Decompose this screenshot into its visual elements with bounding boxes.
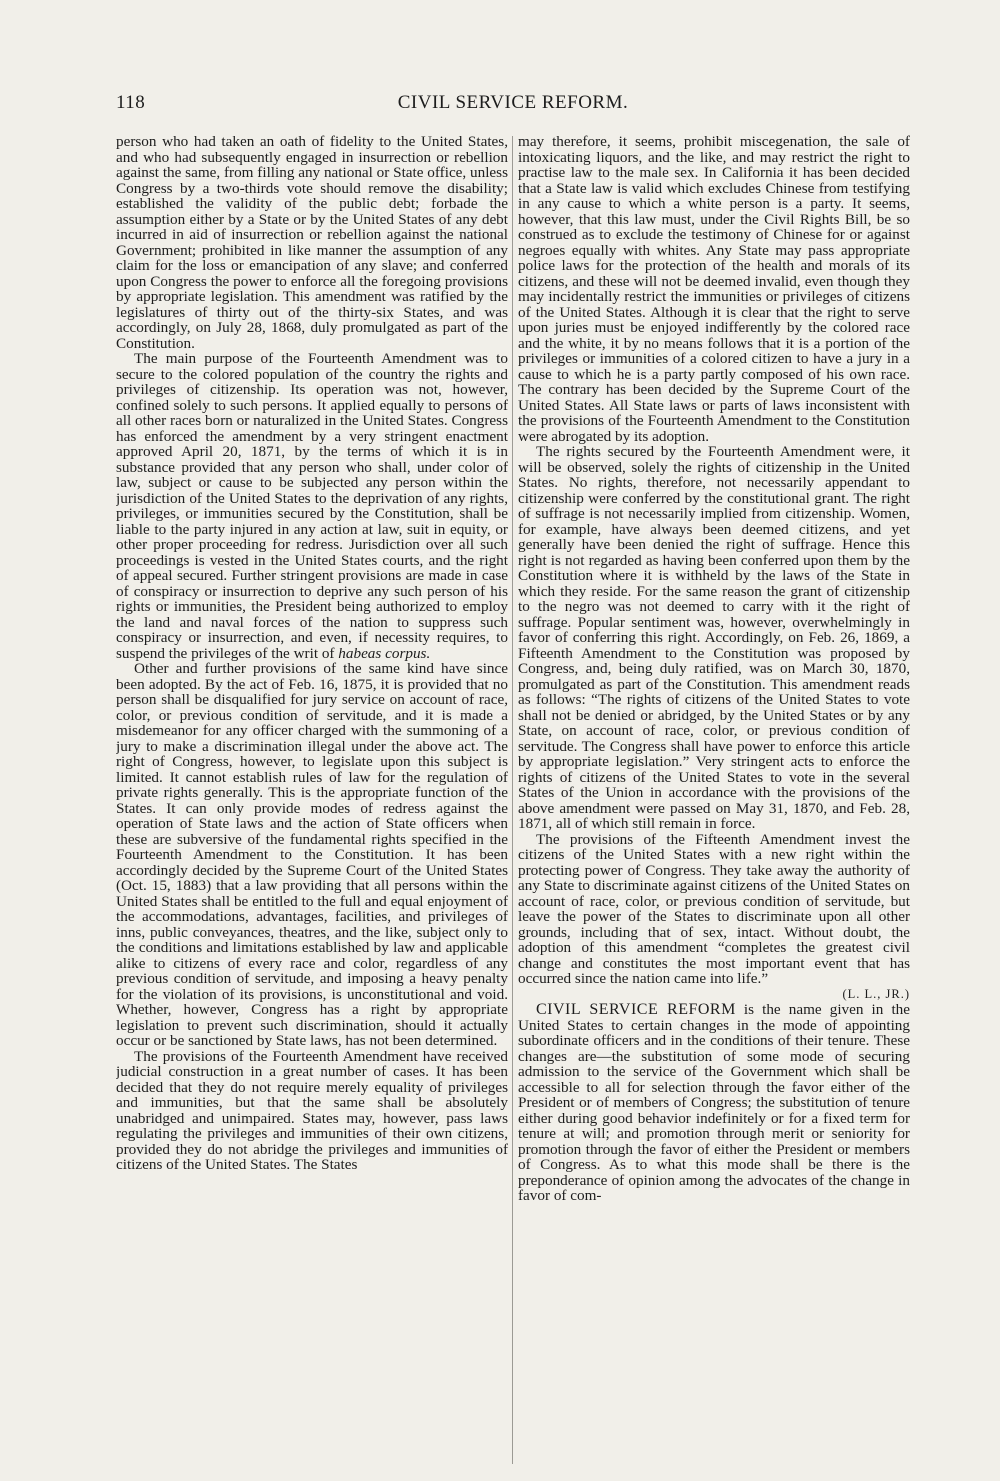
paragraph bbox=[518, 1002, 910, 1204]
entry-heading: CIVIL SERVICE REFORM bbox=[536, 1001, 736, 1018]
paragraph-text: is the name given in the United States to certain changes in the mode of appointing subordinate officers and in the conditions of their tenure. These changes are—the substitution of some mode of securing admission to the service of the Government which shall be accessible to all for selection through the favor either of the President or of members of Congress; the substitution of tenure either during good behavior indefinitely or for a fixed term for tenure at will; and promotion through merit or seniority for promotion through the favor of either the President or members of Congress. As to what this mode shall be there is the preponderance of opinion among the advocates of the change in favor of com- bbox=[518, 1001, 910, 1204]
page-header bbox=[116, 92, 910, 122]
italic-term: habeas corpus. bbox=[338, 644, 431, 662]
page-number: 118 bbox=[116, 92, 146, 113]
right-column bbox=[518, 134, 910, 1464]
paragraph: Other and further provisions of the same kind have since been adopted. By the act of Feb. 16, 1875, it is provided that no person shall be disqualified for jury service on account of race, color, or previous condition of servitude, and it is made a misdemeanor for any officer charged with the summoning of a jury to make a discrimination illegal under the above act. The right of Congress, however, to legislate upon this subject is limited. It cannot establish rules of law for the regulation of private rights generally. This is the appropriate function of the States. It can only provide modes of redress against the operation of State laws and the action of State officers when these are subversive of the fundamental rights specified in the Fourteenth Amendment to the Constitution. It has been accordingly decided by the Supreme Court of the United States (Oct. 15, 1883) that a law providing that all persons within the United States shall be entitled to the full and equal enjoyment of the accommodations, advantages, facilities, and privileges of inns, public conveyances, theatres, and the like, subject only to the conditions and limitations established by law and applicable alike to citizens of every race and color, regardless of any previous condition of servitude, and imposing a heavy penalty for the violation of its provisions, is unconstitutional and void. Whether, however, Congress has a right by appropriate legislation to prevent such discrimination, should it actually occur or be sanctioned by State laws, has not been determined. bbox=[116, 660, 508, 1049]
paragraph: The provisions of the Fifteenth Amendment invest the citizens of the United States with a new right within the protecting power of Congress. They take away the authority of any State to discriminate against citizens of the United States on account of race, color, or previous condition of servitude, but leave the power of the States to discriminate upon all other grounds, including that of sex, intact. Without doubt, the adoption of this amendment “completes the greatest civil change and constitutes the most important event that has occurred since the nation came into life.” bbox=[518, 830, 910, 987]
column-divider bbox=[512, 136, 513, 1464]
paragraph: person who had taken an oath of fidelity to the United States, and who had subsequently engaged in insurrection or rebellion against the same, from filling any national or State office, unless Congress by a two-thirds vote should remove the disability; established the validity of the public debt; forbade the assumption either by a State or by the United States of any debt incurred in aid of insurrection or rebellion against the national Government; prohibited in like manner the assumption of any claim for the loss or emancipation of any slave; and conferred upon Congress the power to enforce all the foregoing provisions by appropriate legislation. This amendment was ratified by the legislatures of thirty out of the thirty-six States, and was accordingly, on July 28, 1868, duly promulgated as part of the Constitution. bbox=[116, 134, 508, 352]
left-column bbox=[116, 134, 508, 1464]
paragraph: may therefore, it seems, prohibit miscegenation, the sale of intoxicating liquors, and the like, and may restrict the right to practise law to the male sex. In California it has been decided that a State law is valid which excludes Chinese from testifying in any cause to which a white person is a party. It seems, however, that this law must, under the Civil Rights Bill, be so construed as to exclude the testimony of Chinese for or against negroes equally with whites. Any State may pass appropriate police laws for the protection of the health and morals of its citizens, and these will not be deemed invalid, even though they may incidentally restrict the immunities or privileges of citizens of the United States. Although it is clear that the right to serve upon juries must be enjoyed indifferently by the colored race and the white, it by no means follows that it is a portion of the privileges or immunities of a colored citizen to have a jury in a cause to which he is a party partly composed of his own race. The contrary has been decided by the Supreme Court of the United States. All State laws or parts of laws inconsistent with the provisions of the Fourteenth Amendment to the Constitution were abrogated by its adoption. bbox=[518, 134, 910, 445]
running-title: CIVIL SERVICE REFORM. bbox=[397, 92, 629, 113]
author-signature: (L. L., JR.) bbox=[842, 986, 910, 1001]
paragraph: The provisions of the Fourteenth Amendment have received judicial construction in a great number of cases. It has been decided that they do not require merely equality of privileges and immunities, but that the same shall be absolutely unabridged and unimpaired. States may, however, pass laws regulating the privileges and immunities of their own citizens, provided they do not abridge the privileges and immunities of citizens of the United States. The States bbox=[116, 1047, 508, 1173]
paragraph bbox=[116, 351, 508, 661]
paragraph: The rights secured by the Fourteenth Amendment were, it will be observed, solely the rights of citizenship in the United States. No rights, therefore, not necessarily appendant to citizenship were conferred by the constitutional grant. The right of suffrage is not necessarily implied from citizenship. Women, for example, have always been deemed citizens, and yet generally have been denied the right of suffrage. Hence this right is not regarded as having been conferred upon them by the Constitution where it is withheld by the laws of the State in which they reside. For the same reason the grant of citizenship to the negro was not deemed to carry with it the right of suffrage. Popular sentiment was, however, overwhelmingly in favor of conferring this right. Accordingly, on Feb. 26, 1869, a Fifteenth Amendment to the Constitution was proposed by Congress, and, being duly ratified, was on March 30, 1870, promulgated as part of the Constitution. This amendment reads as follows: “The rights of citizens of the United States to vote shall not be denied or abridged, by the United States or by any State, on account of race, color, or previous condition of servitude. The Congress shall have power to enforce this article by appropriate legislation.” Very stringent acts to enforce the rights of citizens of the United States to vote in the several States of the Union in accordance with the provisions of the above amendment were passed on May 31, 1870, and Feb. 28, 1871, all of which still remain in force. bbox=[518, 443, 910, 832]
paragraph-text: The main purpose of the Fourteenth Amendment was to secure to the colored population of the country the rights and privileges of citizenship. Its operation was not, however, confined solely to such persons. It applied equally to persons of all other races born or naturalized in the United States. Congress has enforced the amendment by a very stringent enactment approved April 20, 1871, by the terms of which it is in substance provided that any person who shall, under color of law, subject or cause to be subjected any person within the jurisdiction of the United States to the deprivation of any rights, privileges, or immunities secured by the Constitution, shall be liable to the party injured in any action at law, suit in equity, or other proper proceeding for redress. Jurisdiction over all such proceedings is vested in the United States courts, and the right of appeal secured. Further stringent provisions are made in case of conspiracy or insurrection to deprive any such person of his rights or immunities, the President being authorized to employ the land and naval forces of the nation to suppress such conspiracy or insurrection, and even, if necessity requires, to suspend the privileges of the writ of bbox=[116, 350, 508, 662]
